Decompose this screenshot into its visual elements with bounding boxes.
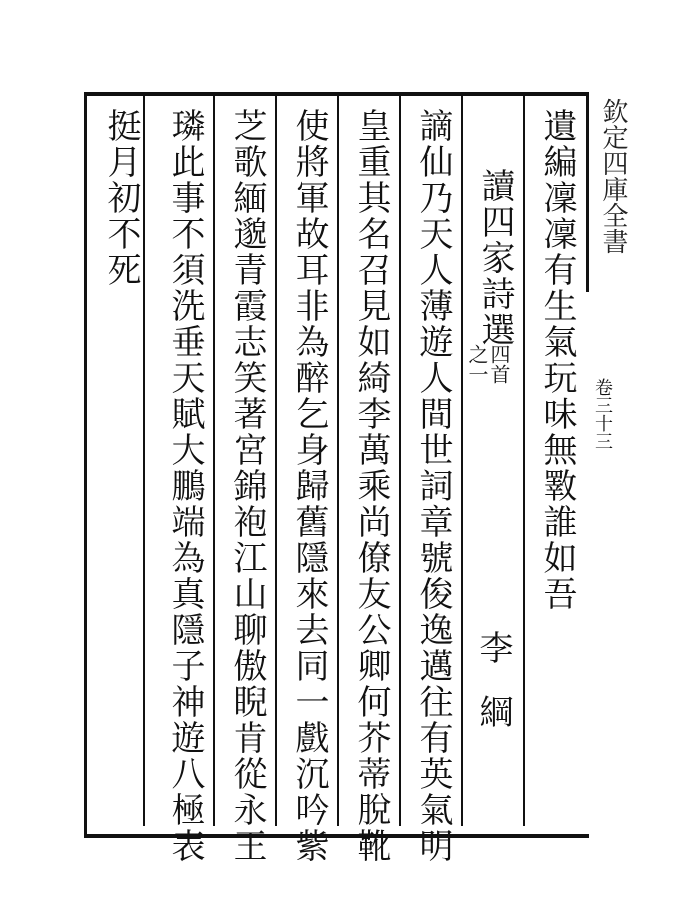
title-note-count: 四首 — [487, 344, 511, 384]
poem-title: 讀四家詩選 — [475, 168, 515, 348]
text-column-5: 芝歌緬邈青霞志笑著宮錦袍江山聊傲睨肯從永王 — [227, 108, 267, 864]
margin-header: 欽定四庫全書 — [598, 98, 628, 254]
column-rule — [461, 96, 463, 826]
frame-right-rule — [586, 92, 589, 292]
text-column-2: 謫仙乃天人薄遊人間世詞章號俊逸邁往有英氣明 — [413, 108, 453, 864]
title-note-index: 之一 — [465, 344, 489, 384]
margin-volume: 卷三十三 — [592, 378, 613, 450]
column-rule — [275, 96, 277, 826]
text-column-7: 挺月初不死 — [101, 108, 141, 288]
text-column-4: 使將軍故耳非為醉乞身歸舊隱來去同一戲沉吟紫 — [289, 108, 329, 864]
text-column-1: 遺編凜凜有生氣玩味無斁誰如吾 — [537, 108, 577, 612]
author-name: 李綱 — [473, 630, 513, 758]
column-rule — [337, 96, 339, 826]
column-rule — [213, 96, 215, 826]
text-column-6: 璘此事不須洗垂天賦大鵬端為真隱子神遊八極表 — [165, 108, 205, 864]
column-rule — [399, 96, 401, 826]
column-rule — [523, 96, 525, 826]
text-column-3: 皇重其名召見如綺李萬乘尚僚友公卿何芥蒂脫靴 — [351, 108, 391, 864]
